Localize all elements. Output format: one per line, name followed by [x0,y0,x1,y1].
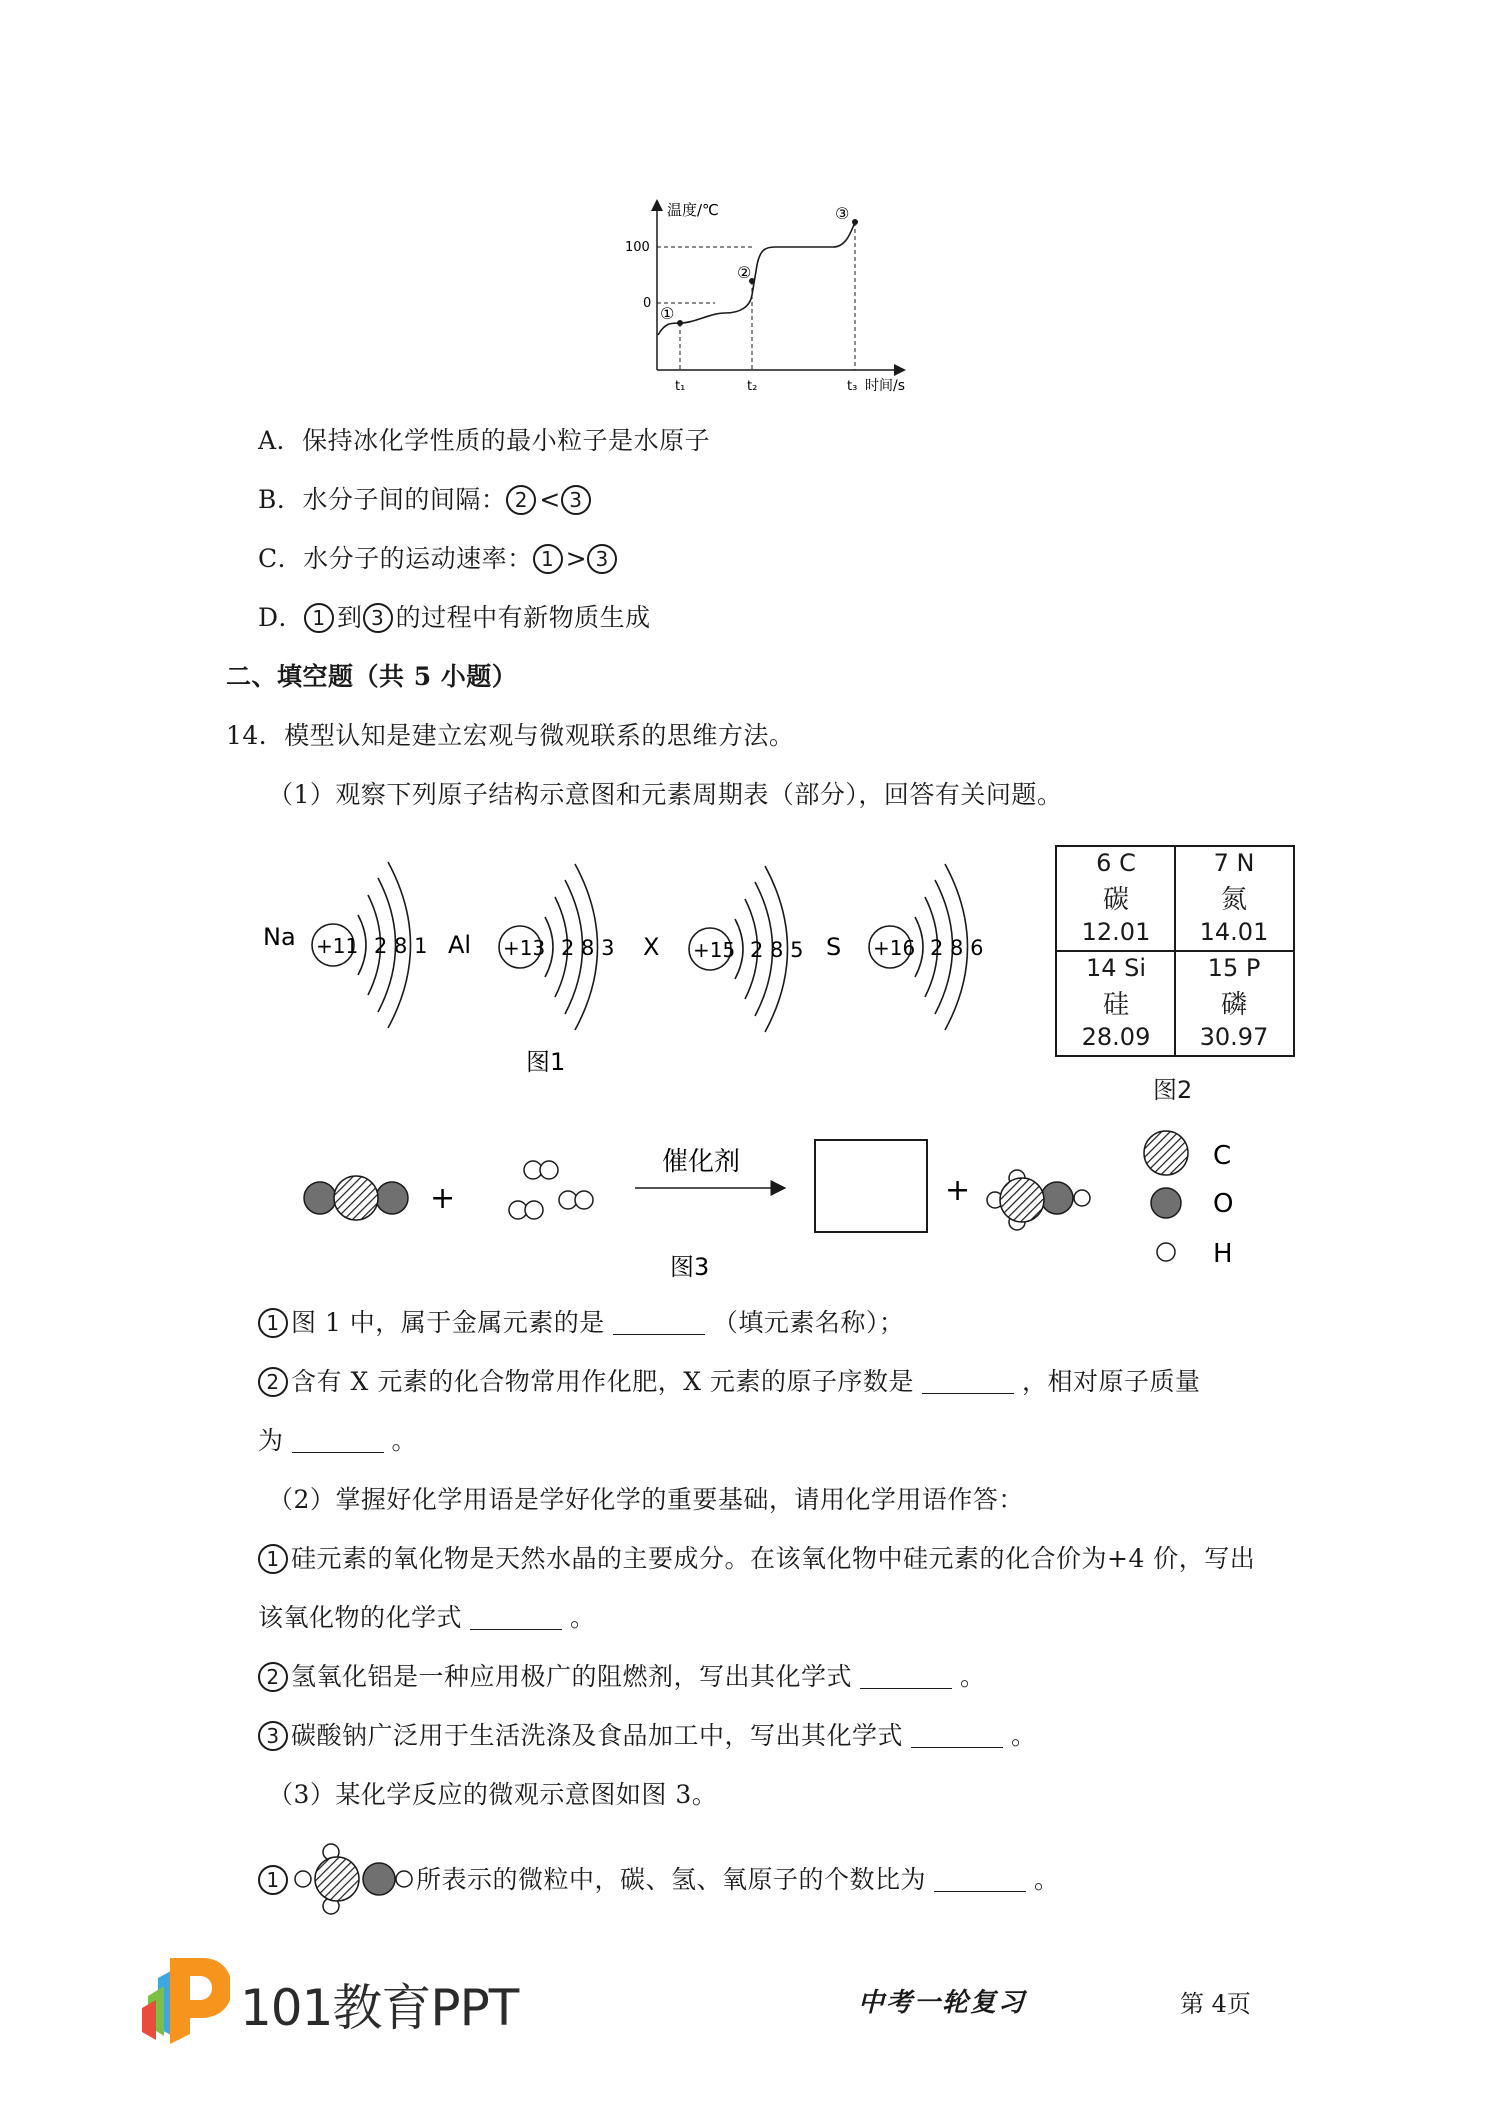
circled-number: 1 [258,1865,288,1895]
question-2-1-cont [258,1601,596,1635]
answer-blank[interactable] [911,1721,1003,1748]
section-title: 二、填空题（共 5 小题） [226,662,518,691]
q1-2-text-a: 含有 X 元素的化合物常用作化肥，X 元素的原子序数是 [291,1367,914,1396]
logo-text: 101教育PPT [240,1979,519,2037]
methanol-molecule [987,1170,1090,1230]
atom-nucleus: +11 [316,934,359,958]
answer-blank[interactable] [470,1603,562,1630]
greater-than-sign: > [565,544,588,573]
question-14-part3: （3）某化学反应的微观示意图如图 3。 [268,1780,718,1809]
element-number-symbol: 7 N [1213,849,1255,877]
atom-legend [1144,1131,1233,1269]
figure-2-caption: 图2 [1153,1076,1193,1104]
figure-2-periodic-table [1055,845,1295,1057]
q2-3-text: 碳酸钠广泛用于生活洗涤及食品加工中，写出其化学式 [291,1721,904,1750]
q2-1-text-a: 硅元素的氧化物是天然水晶的主要成分。在该氧化物中硅元素的化合价为+4 价，写出 [291,1544,1256,1573]
question-1-2 [258,1365,1200,1399]
y-tick-100: 100 [625,240,650,255]
question-2-3 [258,1719,1037,1753]
footer-center-text: 中考一轮复习 [858,1988,1027,2018]
q3-1-text: 所表示的微粒中，碳、氢、氧原子的个数比为 [416,1865,927,1894]
question-14-stem: 14．模型认知是建立宏观与微观联系的思维方法。 [226,721,795,750]
methanol-molecule-inline [291,1862,416,1896]
element-cell-phosphorus [1175,952,1293,1056]
option-c [258,542,620,576]
circled-number: 2 [258,1367,288,1397]
atom-nucleus: +15 [693,938,736,962]
atom-shells: 2 8 6 [930,936,984,960]
h2-molecules [509,1161,593,1219]
legend-h: H [1213,1239,1233,1269]
atom-al [448,864,614,1030]
period: 。 [570,1603,596,1632]
element-cell-nitrogen [1175,847,1293,951]
option-d [258,601,651,635]
element-mass: 30.97 [1199,1023,1269,1051]
element-cell-silicon [1057,952,1175,1056]
atom-symbol: S [826,933,842,961]
plus-sign: + [430,1181,456,1216]
element-number-symbol: 14 Si [1085,954,1147,982]
answer-blank[interactable] [922,1367,1014,1394]
question-1-2-cont [258,1424,417,1458]
footer-page-number: 第 4页 [1180,1990,1251,2018]
circled-number: 3 [363,603,393,633]
atom-s [826,864,983,1030]
option-a-letter: A． [258,426,303,455]
option-c-text: 水分子的运动速率： [303,544,533,573]
element-mass: 14.01 [1199,918,1269,946]
circled-number: 1 [533,544,563,574]
atom-symbol: Na [263,923,296,951]
option-d-text: 的过程中有新物质生成 [395,603,651,632]
element-mass: 28.09 [1081,1023,1151,1051]
circled-number: 1 [258,1308,288,1338]
circled-number: 1 [258,1544,288,1574]
less-than-sign: < [539,485,561,514]
atom-nucleus: +16 [873,936,916,960]
answer-blank[interactable] [613,1308,705,1335]
element-name: 磷 [1220,990,1247,1020]
option-b [258,483,594,517]
element-name: 碳 [1102,885,1129,915]
q1-2-text-d: 。 [391,1426,418,1455]
atom-symbol: X [643,933,660,961]
option-d-mid: 到 [337,603,363,632]
atom-shells: 2 8 5 [750,938,804,962]
element-number-symbol: 15 P [1207,954,1261,982]
figure-1-caption: 图1 [526,1048,566,1076]
point-2-label: ② [737,263,752,282]
atom-x [643,866,803,1032]
y-axis-label: 温度/℃ [667,201,719,219]
x-tick-t3: t₃ [847,379,858,394]
q1-1-text-b: （填元素名称）； [712,1308,905,1337]
q2-1-text-b: 该氧化物的化学式 [258,1603,463,1632]
option-b-letter: B． [258,485,303,514]
x-tick-t2: t₂ [747,379,758,394]
atom-shells: 2 8 3 [561,936,615,960]
period: 。 [1034,1865,1060,1894]
figure-3-reaction-diagram [290,1120,1270,1290]
atom-shells: 2 8 1 [374,934,428,958]
atom-nucleus: +13 [503,936,546,960]
circled-number: 2 [506,485,536,515]
element-mass: 12.01 [1081,918,1151,946]
x-axis-label: 时间/s [865,378,906,394]
co2-molecule [304,1176,408,1220]
q1-2-text-b: ，相对原子质量 [1021,1367,1201,1396]
answer-blank[interactable] [860,1662,952,1689]
legend-o: O [1213,1189,1234,1219]
q1-1-text-a: 图 1 中，属于金属元素的是 [291,1308,605,1337]
temperature-time-graph [615,195,915,405]
y-tick-0: 0 [643,296,652,311]
answer-blank[interactable] [292,1426,384,1453]
question-3-1 [258,1862,1060,1897]
question-2-2 [258,1660,986,1694]
option-b-text: 水分子间的间隔： [302,485,507,514]
legend-c: C [1213,1141,1232,1171]
period: 。 [1011,1721,1037,1750]
q1-2-text-c: 为 [258,1426,284,1455]
question-14-part2: （2）掌握好化学用语是学好化学的重要基础，请用化学用语作答： [268,1485,1024,1514]
question-2-1 [258,1542,1255,1576]
circled-number: 1 [304,603,334,633]
footer-logo [140,1948,520,2048]
circled-number: 2 [258,1662,288,1692]
option-a-text: 保持冰化学性质的最小粒子是水原子 [302,426,711,455]
element-cell-carbon [1057,847,1175,951]
circled-number: 3 [561,485,591,515]
figure-1-atomic-structures [258,850,1008,1080]
unknown-product-box [815,1140,927,1232]
circled-number: 3 [587,544,617,574]
plus-sign: + [945,1173,971,1208]
point-1-label: ① [660,304,675,323]
question-14-part1: （1）观察下列原子结构示意图和元素周期表（部分），回答有关问题。 [268,780,1063,809]
atom-na [263,862,427,1028]
option-d-letter: D． [258,603,305,632]
option-c-letter: C． [258,544,304,573]
element-name: 硅 [1102,990,1129,1020]
circled-number: 3 [258,1721,288,1751]
period: 。 [960,1662,986,1691]
q2-2-text: 氢氧化铝是一种应用极广的阻燃剂，写出其化学式 [291,1662,853,1691]
point-3-label: ③ [835,204,850,223]
logo-p-icon [140,1948,230,2048]
figure-3-caption: 图3 [670,1253,710,1281]
catalyst-label: 催化剂 [662,1147,741,1177]
x-tick-t1: t₁ [675,379,686,394]
question-1-1 [258,1306,904,1340]
heating-curve [658,222,855,335]
atom-symbol: Al [448,931,472,959]
element-number-symbol: 6 C [1096,849,1136,877]
answer-blank[interactable] [934,1865,1026,1892]
option-a [258,424,710,458]
element-name: 氮 [1220,885,1247,915]
